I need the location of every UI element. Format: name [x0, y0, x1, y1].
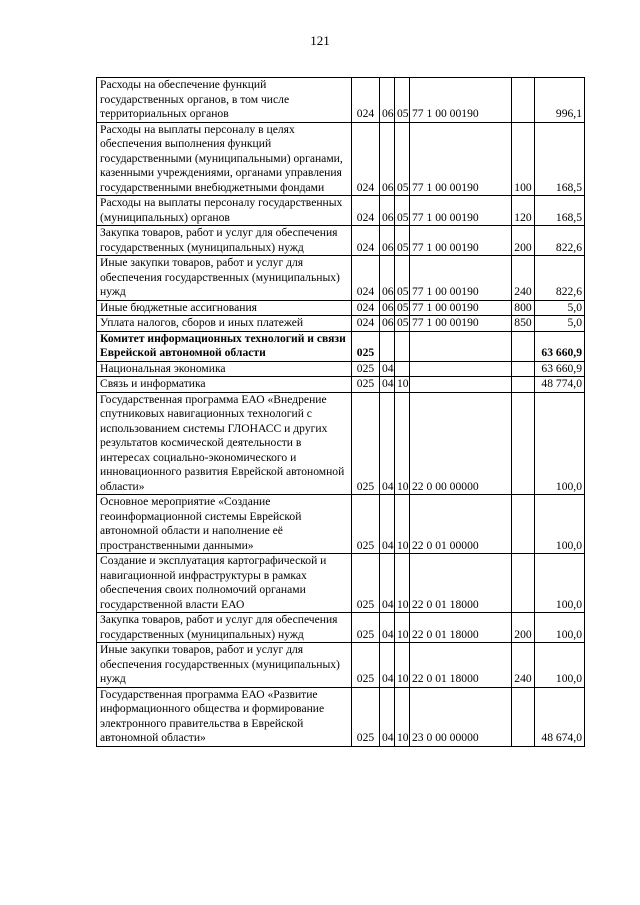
row-ved-code: 025	[352, 613, 380, 643]
row-section-code: 04	[380, 613, 395, 643]
row-section-code: 04	[380, 554, 395, 613]
row-ved-code: 025	[352, 554, 380, 613]
row-amount: 5,0	[535, 300, 585, 316]
table-row	[97, 122, 585, 196]
row-amount: 100,0	[535, 495, 585, 554]
row-amount: 100,0	[535, 554, 585, 613]
row-subsection-code: 05	[395, 300, 410, 316]
row-amount: 100,0	[535, 613, 585, 643]
row-ved-code: 024	[352, 196, 380, 226]
row-subsection-code: 05	[395, 316, 410, 332]
row-ved-code: 025	[352, 495, 380, 554]
row-name: Основное мероприятие «Создание геоинформационной системы Еврейской автономной области и наполнение её пространственными данными»	[97, 495, 352, 554]
row-amount: 100,0	[535, 643, 585, 688]
table-row	[97, 643, 585, 688]
row-ved-code: 024	[352, 78, 380, 123]
row-expense-type	[512, 554, 535, 613]
row-target-article: 23 0 00 00000	[410, 687, 512, 746]
row-subsection-code: 10	[395, 613, 410, 643]
row-target-article: 77 1 00 00190	[410, 78, 512, 123]
row-subsection-code: 10	[395, 377, 410, 393]
table-row	[97, 331, 585, 361]
table-row	[97, 392, 585, 495]
row-expense-type	[512, 78, 535, 123]
page-number: 121	[310, 33, 330, 48]
row-amount: 63 660,9	[535, 361, 585, 377]
row-ved-code: 025	[352, 643, 380, 688]
row-name: Государственная программа ЕАО «Развитие информационного общества и формирование электронного правительства в Еврейской автономной области»	[97, 687, 352, 746]
row-subsection-code: 10	[395, 392, 410, 495]
row-amount: 63 660,9	[535, 331, 585, 361]
row-amount: 996,1	[535, 78, 585, 123]
row-expense-type: 120	[512, 196, 535, 226]
row-ved-code: 025	[352, 361, 380, 377]
row-name: Уплата налогов, сборов и иных платежей	[97, 316, 352, 332]
row-name: Расходы на выплаты персоналу в целях обеспечения выполнения функций государственными (муниципальными) органами, казенными учреждениями, органами управления государственными внебюджетными фондами	[97, 122, 352, 196]
row-amount: 48 674,0	[535, 687, 585, 746]
row-section-code: 06	[380, 300, 395, 316]
row-target-article: 77 1 00 00190	[410, 256, 512, 301]
row-subsection-code	[395, 361, 410, 377]
row-target-article: 77 1 00 00190	[410, 226, 512, 256]
row-target-article: 77 1 00 00190	[410, 196, 512, 226]
table-row	[97, 361, 585, 377]
row-amount: 48 774,0	[535, 377, 585, 393]
row-expense-type	[512, 392, 535, 495]
row-section-code: 04	[380, 377, 395, 393]
row-amount: 5,0	[535, 316, 585, 332]
row-expense-type: 240	[512, 643, 535, 688]
row-ved-code: 025	[352, 687, 380, 746]
row-name: Расходы на обеспечение функций государственных органов, в том числе территориальных органов	[97, 78, 352, 123]
table-row	[97, 78, 585, 123]
row-ved-code: 024	[352, 226, 380, 256]
row-name: Комитет информационных технологий и связи Еврейской автономной области	[97, 331, 352, 361]
table-row	[97, 300, 585, 316]
row-section-code: 04	[380, 392, 395, 495]
row-amount: 168,5	[535, 196, 585, 226]
row-name: Государственная программа ЕАО «Внедрение спутниковых навигационных технологий с использованием системы ГЛОНАСС и других результатов космической деятельности в интересах социально-экономического и инновационного развития Еврейской автономной области»	[97, 392, 352, 495]
row-section-code: 04	[380, 687, 395, 746]
row-target-article: 22 0 00 00000	[410, 392, 512, 495]
row-target-article: 77 1 00 00190	[410, 316, 512, 332]
row-ved-code: 024	[352, 122, 380, 196]
row-subsection-code: 05	[395, 256, 410, 301]
row-expense-type	[512, 495, 535, 554]
row-subsection-code: 10	[395, 495, 410, 554]
table-row	[97, 554, 585, 613]
row-subsection-code: 05	[395, 78, 410, 123]
row-section-code: 06	[380, 316, 395, 332]
row-ved-code: 025	[352, 331, 380, 361]
row-section-code: 06	[380, 196, 395, 226]
row-amount: 822,6	[535, 256, 585, 301]
row-ved-code: 024	[352, 316, 380, 332]
table-row	[97, 226, 585, 256]
table-row	[97, 196, 585, 226]
row-section-code: 04	[380, 643, 395, 688]
row-subsection-code: 05	[395, 226, 410, 256]
row-subsection-code: 10	[395, 554, 410, 613]
row-target-article: 22 0 01 18000	[410, 554, 512, 613]
row-target-article: 77 1 00 00190	[410, 122, 512, 196]
row-expense-type: 800	[512, 300, 535, 316]
row-expense-type	[512, 361, 535, 377]
row-name: Национальная экономика	[97, 361, 352, 377]
budget-table-body	[97, 78, 585, 747]
row-target-article	[410, 331, 512, 361]
table-row	[97, 316, 585, 332]
row-expense-type: 200	[512, 226, 535, 256]
row-section-code: 06	[380, 226, 395, 256]
row-section-code: 06	[380, 122, 395, 196]
budget-table	[96, 77, 585, 747]
row-expense-type: 240	[512, 256, 535, 301]
row-subsection-code: 05	[395, 196, 410, 226]
row-section-code	[380, 331, 395, 361]
table-row	[97, 613, 585, 643]
table-row	[97, 687, 585, 746]
row-expense-type: 100	[512, 122, 535, 196]
row-name: Связь и информатика	[97, 377, 352, 393]
row-name: Закупка товаров, работ и услуг для обеспечения государственных (муниципальных) нужд	[97, 613, 352, 643]
row-section-code: 04	[380, 495, 395, 554]
row-name: Закупка товаров, работ и услуг для обеспечения государственных (муниципальных) нужд	[97, 226, 352, 256]
row-target-article	[410, 361, 512, 377]
row-target-article: 22 0 01 00000	[410, 495, 512, 554]
row-amount: 822,6	[535, 226, 585, 256]
row-expense-type	[512, 377, 535, 393]
row-target-article	[410, 377, 512, 393]
row-ved-code: 025	[352, 392, 380, 495]
row-expense-type	[512, 331, 535, 361]
row-amount: 168,5	[535, 122, 585, 196]
row-target-article: 22 0 01 18000	[410, 643, 512, 688]
table-row	[97, 495, 585, 554]
row-name: Расходы на выплаты персоналу государственных (муниципальных) органов	[97, 196, 352, 226]
row-section-code: 06	[380, 78, 395, 123]
table-row	[97, 256, 585, 301]
row-subsection-code: 05	[395, 122, 410, 196]
row-expense-type: 850	[512, 316, 535, 332]
row-name: Иные закупки товаров, работ и услуг для обеспечения государственных (муниципальных) нужд	[97, 643, 352, 688]
row-name: Создание и эксплуатация картографической и навигационной инфраструктуры в рамках обеспечения своих полномочий органами государственной власти ЕАО	[97, 554, 352, 613]
row-subsection-code: 10	[395, 643, 410, 688]
row-target-article: 22 0 01 18000	[410, 613, 512, 643]
row-target-article: 77 1 00 00190	[410, 300, 512, 316]
row-ved-code: 024	[352, 256, 380, 301]
table-row	[97, 377, 585, 393]
row-ved-code: 025	[352, 377, 380, 393]
row-section-code: 04	[380, 361, 395, 377]
row-name: Иные бюджетные ассигнования	[97, 300, 352, 316]
row-subsection-code: 10	[395, 687, 410, 746]
row-name: Иные закупки товаров, работ и услуг для обеспечения государственных (муниципальных) нужд	[97, 256, 352, 301]
row-subsection-code	[395, 331, 410, 361]
row-section-code: 06	[380, 256, 395, 301]
row-ved-code: 024	[352, 300, 380, 316]
row-amount: 100,0	[535, 392, 585, 495]
row-expense-type: 200	[512, 613, 535, 643]
row-expense-type	[512, 687, 535, 746]
